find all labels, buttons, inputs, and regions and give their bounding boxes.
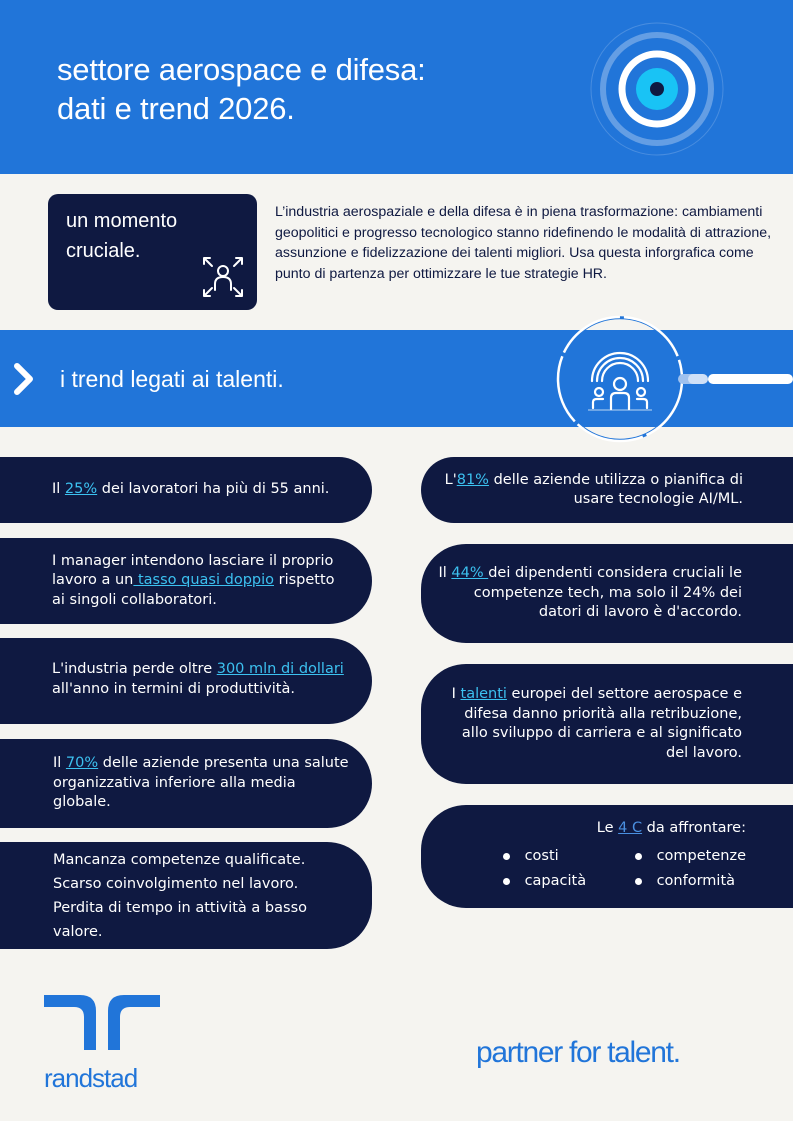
card-text: Il [52,481,65,498]
card-text: delle aziende utilizza o pianifica di usare tecnologie AI/ML. [488,471,743,507]
stat-card-org-health [0,739,372,828]
card-text: dei lavoratori ha più di 55 anni. [97,481,330,498]
tagline: partner for talent. [476,1036,680,1069]
title-line-1: settore aerospace e difesa: [57,52,426,87]
randstad-logo-icon [44,995,160,1055]
list-item: capacità [524,873,587,889]
card-text: Il [438,565,452,582]
stat-link-81[interactable]: 81% [456,471,489,488]
card-text: dei dipendenti considera cruciali le competenze tech, ma solo il 24% dei datori di lavoro è d'accordo. [473,565,742,621]
decorative-track [678,374,793,384]
stat-link-44[interactable]: 44% [451,565,489,582]
title-line-2: dati e trend 2026. [57,91,295,126]
card-text: all'anno in termini di produttività. [52,680,295,697]
logo-wordmark: randstad [44,1063,138,1093]
people-broadcast-icon [555,314,685,444]
four-c-card [421,805,793,908]
stat-link-talenti[interactable]: talenti [460,686,507,702]
list-item: costi [524,847,559,864]
card-text: I manager intendono lasciare il proprio lavoro a un [52,552,334,589]
challenge-item: Mancanza competenze qualificate. [53,851,306,868]
bullet-icon [503,878,510,885]
four-c-list [503,847,746,892]
card-text: I [451,686,461,702]
card-text: L'industria perde oltre [52,661,217,677]
intro-card [48,194,257,310]
stat-card-tech-skills [421,544,793,643]
list-item: conformità [656,873,736,889]
stat-link-70[interactable]: 70% [65,755,99,772]
chevron-right-icon [12,362,36,396]
card-text: rispetto ai singoli collaboratori. [52,572,335,608]
card-text: delle aziende presenta una salute organizzativa inferiore alla media globale. [53,755,349,811]
four-c-heading [503,819,746,839]
stat-card-managers [0,538,372,624]
stat-card-talent-priorities [421,664,793,784]
section-title: i trend legati ai talenti. [60,366,284,392]
challenge-item: Perdita di tempo in attività a basso valore. [53,899,307,940]
page-title [57,50,537,128]
stat-card-ai-ml [421,457,793,523]
card-text: L' [444,471,457,488]
expand-person-icon [200,254,246,300]
card-text: Le [596,820,619,836]
intro-title-line-1: un momento [66,210,178,232]
challenges-card [0,842,372,949]
stat-link-double-rate[interactable]: tasso quasi doppio [133,572,274,589]
card-text: europei del settore aerospace e difesa danno priorità alla retribuzione, allo sviluppo di carriera e al significato del lavoro. [461,686,742,761]
intro-paragraph: L’industria aerospaziale e della difesa è in piena trasformazione: cambiamenti geopolitici e progresso tecnologico stanno ridefinendo le modalità di attrazione, assunzione e fidelizzazione dei talenti migliori. Usa questa inforgrafica come punto di partenza per ottimizzare le tue strategie HR. [275,204,772,282]
challenge-item: Scarso coinvolgimento nel lavoro. [53,875,299,892]
card-text: Il [53,755,66,772]
card-text: da affrontare: [642,820,746,836]
randstad-logo [44,995,160,1095]
stat-link-25[interactable]: 25% [64,481,98,498]
list-item: competenze [656,847,746,864]
stat-card-workers-age [0,457,372,523]
bullet-icon [635,878,642,885]
bullet-icon [635,853,642,860]
intro-title-line-2: cruciale. [66,240,141,262]
stat-link-300mln[interactable]: 300 mln di dollari [216,661,344,677]
target-icon [585,20,729,158]
stat-link-4c[interactable]: 4 C [618,820,643,836]
bullet-icon [503,853,510,860]
stat-card-productivity [0,638,372,724]
